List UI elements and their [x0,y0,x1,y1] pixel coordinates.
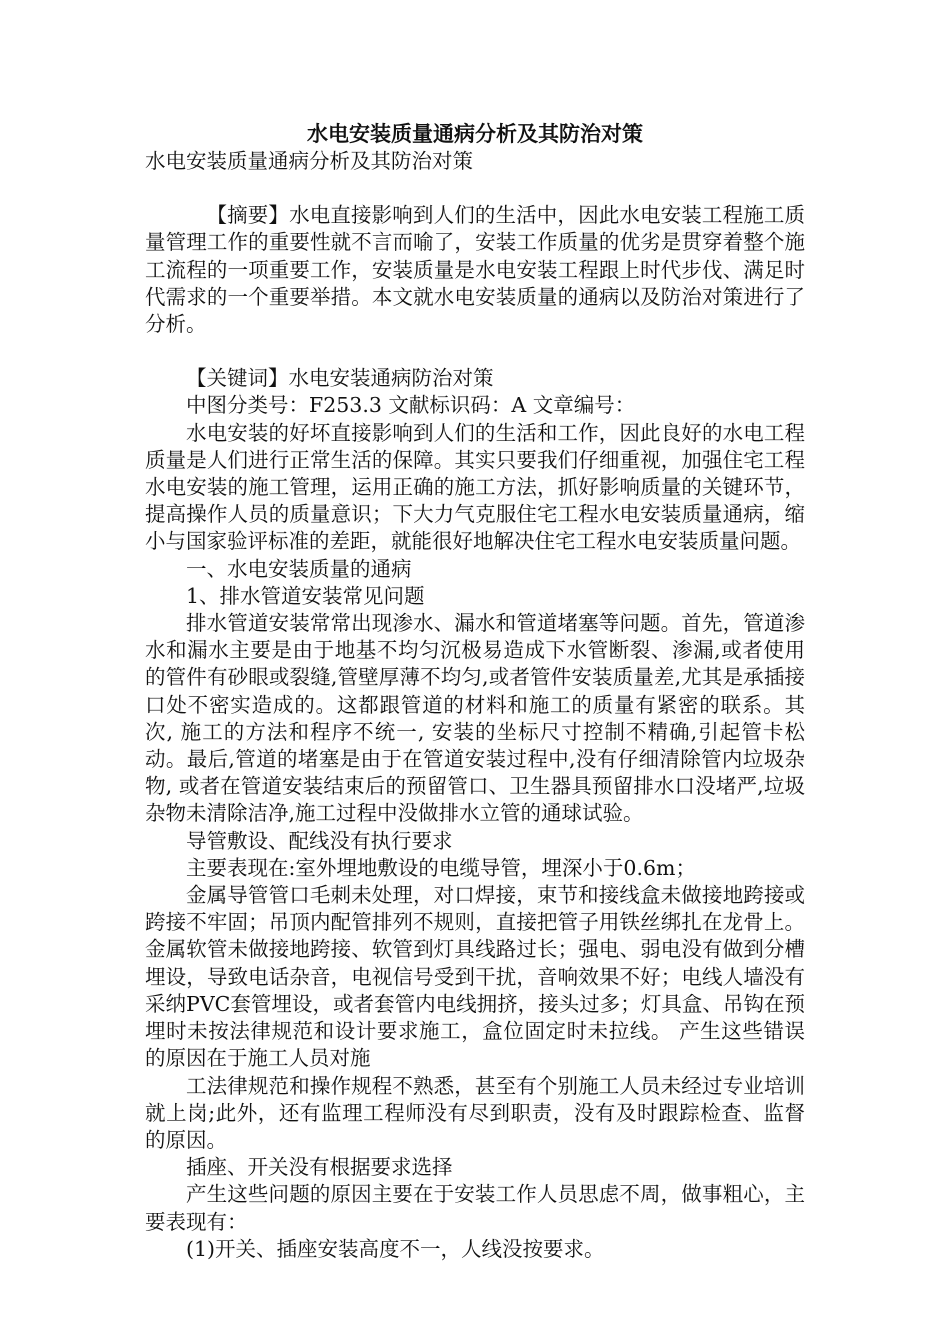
sockets-paragraph-1: 产生这些问题的原因主要在于安装工作人员思虑不周，做事粗心，主要表现有： [145,1182,805,1234]
conduit-paragraph-2: 金属导管管口毛刺未处理，对口焊接，束节和接线盒未做接地跨接或跨接不牢固；吊顶内配管排列不规则，直接把管子用铁丝绑扎在龙骨上。金属软管未做接地跨接、软管到灯具线路过长；强电、弱电没有做到分槽埋设，导致电话杂音，电视信号受到干扰，音响效果不好；电线人墙没有采纳PVC套管埋设，或者套管内电线拥挤，接头过多；灯具盒、吊钩在预埋时未按法律规范和设计要求施工，盒位固定时未拉线。 产生这些错误的原因在于施工人员对施 [145,883,805,1071]
conduit-paragraph-3: 工法律规范和操作规程不熟悉，甚至有个别施工人员未经过专业培训就上岗;此外，还有监理工程师没有尽到职责，没有及时跟踪检查、监督的原因。 [145,1073,805,1152]
section-heading-1: 一、水电安装质量的通病 [186,556,412,581]
subsection-heading-conduit: 导管敷设、配线没有执行要求 [186,828,453,853]
drainage-paragraph: 排水管道安装常常出现渗水、漏水和管道堵塞等问题。首先，管道渗水和漏水主要是由于地基不均匀沉极易造成下水管断裂、渗漏,或者使用的管件有砂眼或裂缝,管壁厚薄不均匀,或者管件安装质量差,尤其是承插接口处不密实造成的。这都跟管道的材料和施工的质量有紧密的联系。其次, 施工的方法和程序不统一, 安装的坐标尺寸控制不精确,引起管卡松动。最后,管道的堵塞是由于在管道安装过程中,没有仔细清除管内垃圾杂物, 或者在管道安装结束后的预留管口、卫生器具预留排水口没堵严,垃圾杂物未清除洁净,施工过程中没做排水立管的通球试验。 [145,611,805,826]
classification-line: 中图分类号：F253.3 文献标识码：A 文章编号： [186,393,636,418]
subsection-heading-drainage: 1、排水管道安装常见问题 [186,583,425,608]
document-subtitle: 水电安装质量通病分析及其防治对策 [145,149,473,173]
conduit-paragraph-1: 主要表现在:室外埋地敷设的电缆导管，埋深小于0.6m； [186,855,696,880]
keywords-line: 【关键词】水电安装通病防治对策 [186,366,494,391]
abstract-paragraph: 【摘要】水电直接影响到人们的生活中，因此水电安装工程施工质量管理工作的重要性就不言而喻了，安装工作质量的优劣是贯穿着整个施工流程的一项重要工作，安装质量是水电安装工程跟上时代步伐、满足时代需求的一个重要举措。本文就水电安装质量的通病以及防治对策进行了分析。 [145,203,805,337]
intro-paragraph: 水电安装的好坏直接影响到人们的生活和工作，因此良好的水电工程质量是人们进行正常生活的保障。其实只要我们仔细重视，加强住宅工程水电安装的施工管理，运用正确的施工方法，抓好影响质量的关键环节，提高操作人员的质量意识；下大力气克服住宅工程水电安装质量通病，缩小与国家验评标准的差距，就能很好地解决住宅工程水电安装质量问题。 [145,420,805,554]
spacer [145,175,805,202]
document-page [145,120,805,1263]
sockets-list-item-1: (1)开关、插座安装高度不一，人线没按要求。 [186,1236,605,1261]
document-title: 水电安装质量通病分析及其防治对策 [307,121,643,146]
spacer [145,338,805,365]
subsection-heading-sockets: 插座、开关没有根据要求选择 [186,1155,453,1180]
